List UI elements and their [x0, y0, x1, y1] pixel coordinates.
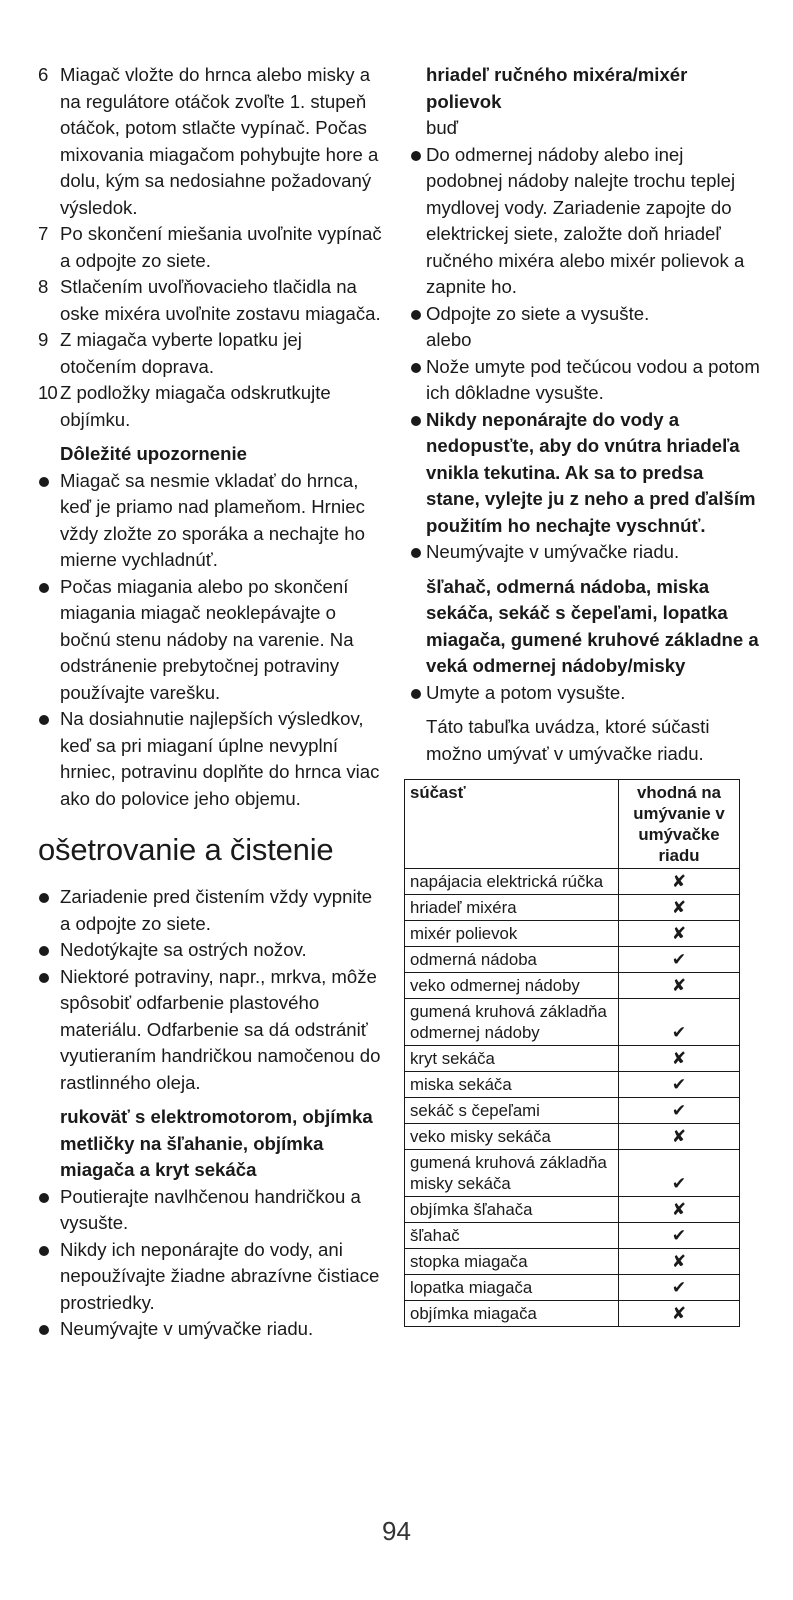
dishwasher-mark-icon: ✔	[619, 1150, 740, 1197]
step-number: 6	[38, 64, 49, 85]
dishwasher-mark-icon: ✔	[619, 999, 740, 1046]
table-row	[405, 1275, 740, 1301]
part-name: gumená kruhová základňa misky sekáča	[405, 1150, 619, 1197]
table-row	[405, 1249, 740, 1275]
table-row	[405, 1223, 740, 1249]
important-heading: Dôležité upozornenie	[60, 443, 247, 464]
step-6	[38, 62, 383, 221]
care-bullet: Nedotýkajte sa ostrých nožov.	[38, 937, 383, 964]
step-number: 7	[38, 223, 49, 244]
part-name: sekáč s čepeľami	[405, 1098, 619, 1124]
accessories-bullet: Umyte a potom vysušte.	[410, 680, 760, 707]
part-name: veko misky sekáča	[405, 1124, 619, 1150]
part-name: šľahač	[405, 1223, 619, 1249]
step-text: Z podložky miagača odskrutkujte objímku.	[60, 382, 331, 430]
shaft-bullet: Do odmernej nádoby alebo inej podobnej nádoby nalejte trochu teplej mydlovej vody. Zariadenie zapojte do elektrickej siete, založte doň hriadeľ ručného mixéra alebo mixér polievok a zapnite ho.	[410, 142, 760, 301]
important-bullet: Počas miagania alebo po skončení miagania miagač neoklepávajte o bočnú stenu nádoby na varenie. Na odstránenie prebytočnej potraviny používajte varešku.	[38, 574, 383, 707]
dishwasher-mark-icon: ✘	[619, 973, 740, 999]
or-label: alebo	[426, 329, 472, 350]
part-name: gumená kruhová základňa odmernej nádoby	[405, 999, 619, 1046]
part-name: hriadeľ mixéra	[405, 895, 619, 921]
important-bullet: Miagač sa nesmie vkladať do hrnca, keď je priamo nad plameňom. Hrniec vždy zložte zo sporáka a nechajte ho mierne vychladnúť.	[38, 468, 383, 574]
warning-bullet: Nikdy neponárajte do vody a nedopusťte, aby do vnútra hriadeľa vnikla tekutina. Ak sa to predsa stane, vylejte ju z neho a pred ďalším použitím ho nechajte vyschnúť.	[410, 407, 760, 540]
step-9	[38, 327, 383, 380]
step-text: Z miagača vyberte lopatku jej otočením doprava.	[60, 329, 302, 377]
dishwasher-mark-icon: ✔	[619, 1098, 740, 1124]
step-text: Miagač vložte do hrnca alebo misky a na regulátore otáčok zvoľte 1. stupeň otáčok, potom stlačte vypínač. Počas mixovania miagačom pohybujte hore a dolu, kým sa nedosiahne požadovaný výsledok.	[60, 64, 379, 218]
dishwasher-mark-icon: ✘	[619, 1124, 740, 1150]
part-name: odmerná nádoba	[405, 947, 619, 973]
table-row	[405, 947, 740, 973]
dishwasher-mark-icon: ✘	[619, 1197, 740, 1223]
right-column	[410, 62, 760, 1327]
motor-unit-bullet: Nikdy ich neponárajte do vody, ani nepoužívajte žiadne abrazívne čistiace prostriedky.	[38, 1237, 383, 1317]
page-number: 94	[382, 1516, 411, 1546]
section-title: ošetrovanie a čistenie	[38, 832, 334, 867]
table-row	[405, 999, 740, 1046]
table-row	[405, 1072, 740, 1098]
left-column	[38, 62, 383, 1343]
table-row	[405, 1150, 740, 1197]
step-10	[38, 380, 383, 433]
dishwasher-mark-icon: ✘	[619, 1249, 740, 1275]
step-number: 9	[38, 329, 49, 350]
shaft-bullet: Nože umyte pod tečúcou vodou a potom ich dôkladne vysušte.	[410, 354, 760, 407]
important-bullet: Na dosiahnutie najlepších výsledkov, keď sa pri miaganí úplne nevyplní hrniec, potravinu doplňte do hrnca viac ako do polovice jeho objemu.	[38, 706, 383, 812]
shaft-bullet: Neumývajte v umývačke riadu.	[410, 539, 760, 566]
table-intro: Táto tabuľka uvádza, ktoré súčasti možno umývať v umývačke riadu.	[426, 716, 710, 764]
care-bullet: Niektoré potraviny, napr., mrkva, môže spôsobiť odfarbenie plastového materiálu. Odfarbenie sa dá odstrániť vyutieraním handričkou namočenou do rastlinného oleja.	[38, 964, 383, 1097]
table-header-part: súčasť	[405, 780, 619, 869]
table-row	[405, 1046, 740, 1072]
care-bullet: Zariadenie pred čistením vždy vypnite a odpojte zo siete.	[38, 884, 383, 937]
step-8	[38, 274, 383, 327]
table-header-dishwasher: vhodná na umývanie v umývačke riadu	[619, 780, 740, 869]
table-row	[405, 869, 740, 895]
part-name: kryt sekáča	[405, 1046, 619, 1072]
part-name: stopka miagača	[405, 1249, 619, 1275]
table-row	[405, 1098, 740, 1124]
step-text: Po skončení miešania uvoľnite vypínač a odpojte zo siete.	[60, 223, 382, 271]
dishwasher-mark-icon: ✔	[619, 947, 740, 973]
table-row	[405, 1301, 740, 1327]
step-text: Stlačením uvoľňovacieho tlačidla na oske mixéra uvoľnite zostavu miagača.	[60, 276, 381, 324]
dishwasher-mark-icon: ✔	[619, 1072, 740, 1098]
dishwasher-mark-icon: ✘	[619, 1301, 740, 1327]
part-name: objímka šľahača	[405, 1197, 619, 1223]
shaft-bullet: Odpojte zo siete a vysušte.	[410, 301, 760, 328]
part-name: objímka miagača	[405, 1301, 619, 1327]
step-number: 10	[38, 382, 57, 403]
motor-unit-heading: rukoväť s elektromotorom, objímka metličky na šľahanie, objímka miagača a kryt sekáča	[60, 1106, 373, 1180]
table-row	[405, 973, 740, 999]
part-name: miska sekáča	[405, 1072, 619, 1098]
dishwasher-mark-icon: ✘	[619, 895, 740, 921]
motor-unit-bullet: Poutierajte navlhčenou handričkou a vysušte.	[38, 1184, 383, 1237]
shaft-heading: hriadeľ ručného mixéra/mixér polievok	[426, 64, 688, 112]
either-label: buď	[426, 117, 459, 138]
dishwasher-mark-icon: ✘	[619, 921, 740, 947]
dishwasher-mark-icon: ✘	[619, 1046, 740, 1072]
table-row	[405, 1124, 740, 1150]
table-header-row	[405, 780, 740, 869]
step-7	[38, 221, 383, 274]
table-body	[405, 869, 740, 1327]
part-name: mixér polievok	[405, 921, 619, 947]
dishwasher-mark-icon: ✔	[619, 1223, 740, 1249]
table-row	[405, 921, 740, 947]
dishwasher-table	[404, 779, 740, 1327]
step-number: 8	[38, 276, 49, 297]
part-name: napájacia elektrická rúčka	[405, 869, 619, 895]
part-name: lopatka miagača	[405, 1275, 619, 1301]
part-name: veko odmernej nádoby	[405, 973, 619, 999]
table-row	[405, 1197, 740, 1223]
table-row	[405, 895, 740, 921]
accessories-heading: šľahač, odmerná nádoba, miska sekáča, sekáč s čepeľami, lopatka miagača, gumené kruhové základne a veká odmernej nádoby/misky	[426, 575, 759, 676]
dishwasher-mark-icon: ✘	[619, 869, 740, 895]
motor-unit-bullet: Neumývajte v umývačke riadu.	[38, 1316, 383, 1343]
dishwasher-mark-icon: ✔	[619, 1275, 740, 1301]
